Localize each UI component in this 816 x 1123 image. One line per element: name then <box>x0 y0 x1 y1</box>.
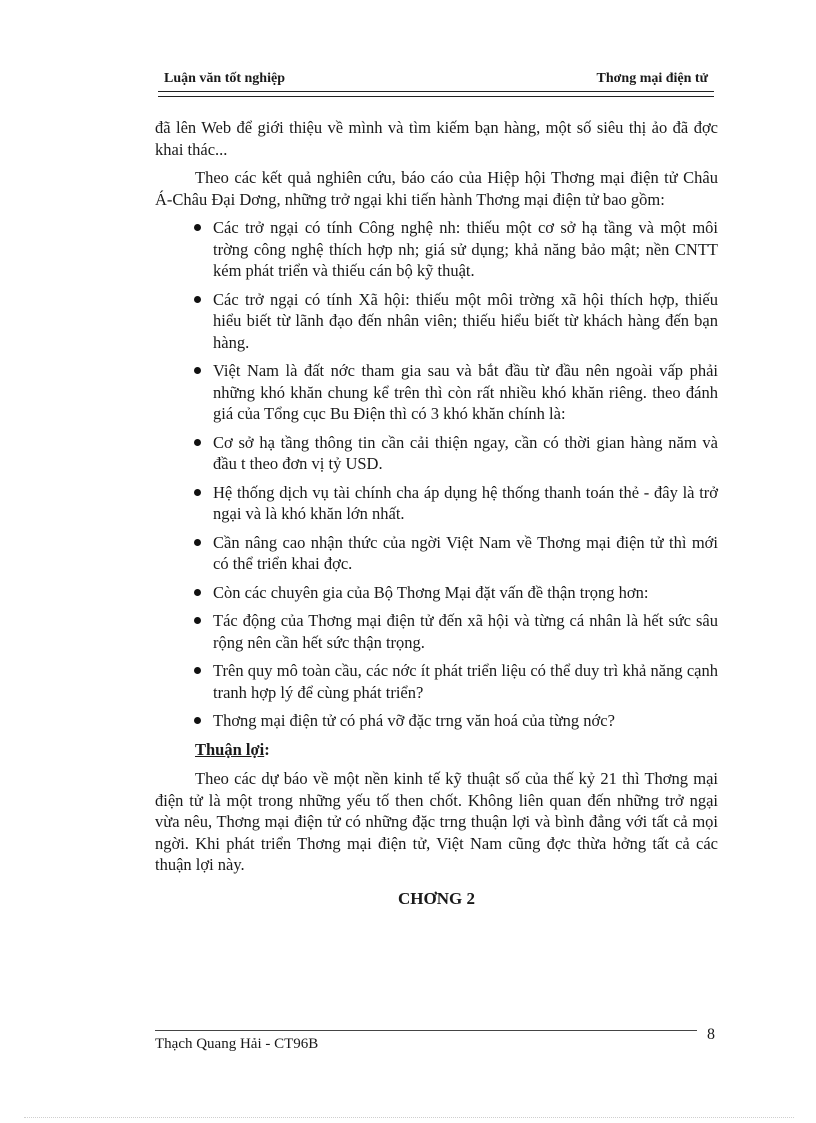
chapter-heading: CHƠNG 2 <box>398 888 475 908</box>
list-item: Cần nâng cao nhận thức của ngời Việt Nam về Thơng mại điện tử thì mới có thể triển khai đợc. <box>155 532 718 575</box>
bullet-icon <box>194 367 201 374</box>
list-item: Các trở ngại có tính Công nghệ nh: thiếu một cơ sở hạ tầng và một môi trờng công nghệ thích hợp nh; giá sử dụng; khả năng bảo mật; nền CNTT kém phát triển và thiếu cán bộ kỹ thuật. <box>155 217 718 282</box>
obstacle-list <box>155 217 718 732</box>
page-edge-dotted-line <box>24 1117 794 1118</box>
list-item: Trên quy mô toàn cầu, các nớc ít phát triển liệu có thể duy trì khả năng cạnh tranh hợp lý để cùng phát triển? <box>155 660 718 703</box>
header-subject: Thơng mại điện tử <box>596 71 708 86</box>
list-item: Việt Nam là đất nớc tham gia sau và bắt đầu từ đầu nên ngoài vấp phải những khó khăn chung kể trên thì còn rất nhiều khó khăn riêng. theo đánh giá của Tổng cục Bu Điện thì có 3 khó khăn chính là: <box>155 360 718 425</box>
paragraph-intro: đã lên Web để giới thiệu về mình và tìm kiếm bạn hàng, một số siêu thị ảo đã đợc khai thác... <box>155 118 718 159</box>
bullet-icon <box>194 296 201 303</box>
list-item: Tác động của Thơng mại điện tử đến xã hội và từng cá nhân là hết sức sâu rộng nên cần hết sức thận trọng. <box>155 610 718 653</box>
bullet-icon <box>194 667 201 674</box>
page-body <box>155 117 718 909</box>
list-item: Các trở ngại có tính Xã hội: thiếu một môi trờng xã hội thích hợp, thiếu hiểu biết từ lãnh đạo đến nhân viên; thiếu hiểu biết từ khách hàng đến bạn hàng. <box>155 289 718 354</box>
paragraph-advantages: Theo các dự báo về một nền kinh tế kỹ thuật số của thế kỷ 21 thì Thơng mại điện tử là một trong những yếu tố then chốt. Không liên quan đến những trở ngại vừa nêu, Thơng mại điện tử có những đặc trng thuận lợi và bình đẳng với tất cả mọi ngời. Khi phát triển Thơng mại điện tử, Việt Nam cũng đợc thừa hởng tất cả các thuận lợi này. <box>155 769 718 874</box>
list-item: Còn các chuyên gia của Bộ Thơng Mại đặt vấn đề thận trọng hơn: <box>155 582 718 604</box>
bullet-icon <box>194 717 201 724</box>
list-item: Cơ sở hạ tầng thông tin cần cải thiện ngay, cần có thời gian hàng năm và đầu t theo đơn vị tỷ USD. <box>155 432 718 475</box>
bullet-icon <box>194 589 201 596</box>
page-number: 8 <box>707 1026 715 1043</box>
paragraph-obstacles: Theo các kết quả nghiên cứu, báo cáo của Hiệp hội Thơng mại điện tử Châu Á-Châu Đại Dơng, những trở ngại khi tiến hành Thơng mại điện tử bao gồm: <box>155 168 718 209</box>
header-rule-top <box>158 91 714 92</box>
header-rule-bottom <box>158 96 714 97</box>
bullet-icon <box>194 224 201 231</box>
header-thesis-title: Luận văn tốt nghiệp <box>164 71 285 86</box>
section-heading-advantages: Thuận lợi: <box>195 739 270 759</box>
footer-rule <box>155 1030 697 1031</box>
bullet-icon <box>194 539 201 546</box>
list-item: Thơng mại điện tử có phá vỡ đặc trng văn hoá của từng nớc? <box>155 710 718 732</box>
list-item: Hệ thống dịch vụ tài chính cha áp dụng hệ thống thanh toán thẻ - đây là trở ngại và là khó khăn lớn nhất. <box>155 482 718 525</box>
bullet-icon <box>194 617 201 624</box>
bullet-icon <box>194 489 201 496</box>
footer-author: Thạch Quang Hải - CT96B <box>155 1036 319 1052</box>
bullet-icon <box>194 439 201 446</box>
